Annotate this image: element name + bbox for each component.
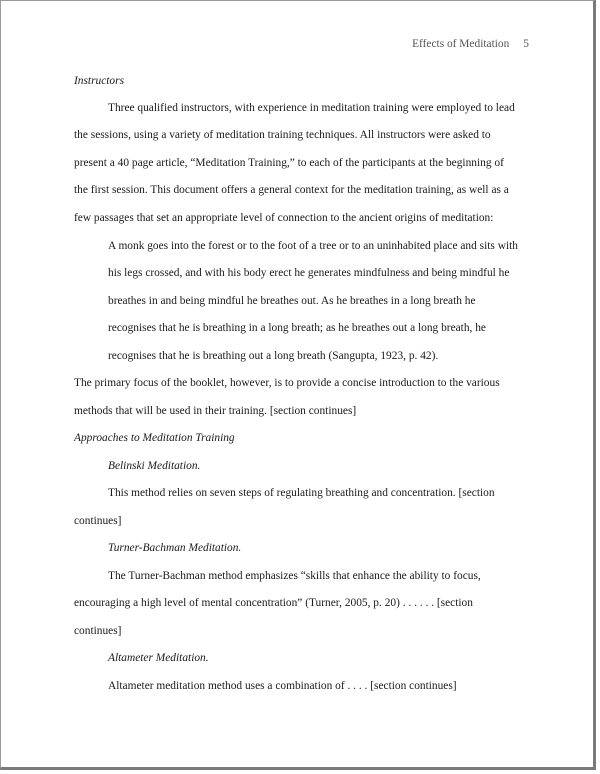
text-line: encouraging a high level of mental concentration” (Turner, 2005, p. 20) . . . . . . [section [74, 597, 473, 609]
text-line: his legs crossed, and with his body erect he generates mindfulness and being mindful he [108, 267, 510, 279]
text-line: Altameter meditation method uses a combination of . . . . [section continues] [108, 680, 457, 692]
section-heading: Approaches to Meditation Training [74, 432, 235, 444]
section-heading: Instructors [74, 75, 124, 87]
text-line: present a 40 page article, “Meditation Training,” to each of the participants at the beginning of [74, 157, 504, 169]
section-heading: Altameter Meditation. [108, 652, 209, 664]
text-line: breathes in and being mindful he breathes out. As he breathes in a long breath he [108, 295, 476, 307]
running-head-title: Effects of Meditation [412, 38, 510, 50]
text-line: This method relies on seven steps of regulating breathing and concentration. [section [108, 487, 495, 499]
section-heading: Turner-Bachman Meditation. [108, 542, 242, 554]
text-line: The primary focus of the booklet, however, is to provide a concise introduction to the various [74, 377, 500, 389]
text-line: A monk goes into the forest or to the foot of a tree or to an uninhabited place and sits with [108, 240, 518, 252]
text-line: few passages that set an appropriate level of connection to the ancient origins of meditation: [74, 212, 494, 224]
text-line: the first session. This document offers a general context for the meditation training, as well as a [74, 184, 509, 196]
text-line: methods that will be used in their training. [section continues] [74, 405, 357, 417]
text-line: recognises that he is breathing out a long breath (Sangupta, 1923, p. 42). [108, 350, 439, 362]
text-line: continues] [74, 625, 122, 637]
text-line: continues] [74, 515, 122, 527]
section-heading: Belinski Meditation. [108, 460, 201, 472]
text-line: recognises that he is breathing in a long breath; as he breathes out a long breath, he [108, 322, 486, 334]
text-line: Three qualified instructors, with experience in meditation training were employed to lead [108, 102, 515, 114]
page-number: 5 [523, 38, 529, 50]
text-line: The Turner-Bachman method emphasizes “skills that enhance the ability to focus, [108, 570, 481, 582]
document-page [1, 1, 597, 771]
text-line: the sessions, using a variety of meditation training techniques. All instructors were asked to [74, 129, 491, 141]
running-header [412, 38, 529, 50]
